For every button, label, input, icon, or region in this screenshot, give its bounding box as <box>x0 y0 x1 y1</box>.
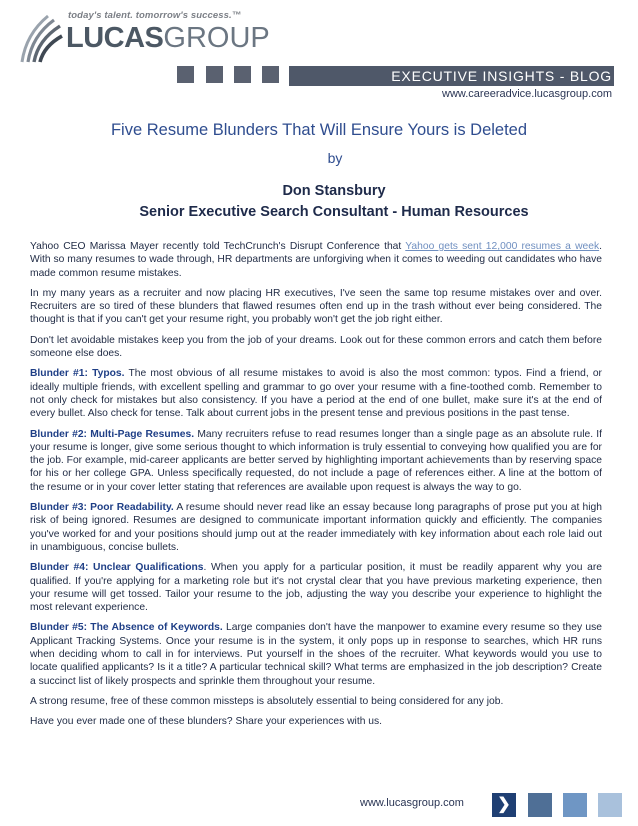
banner-square <box>262 66 279 83</box>
intro-text-end: . With so many resumes to wade through, HR departments are unforgiving when it comes to weeding out candidates who have made common resume mistakes. <box>30 241 602 279</box>
banner-square <box>234 66 251 83</box>
blunder-5 <box>30 621 602 687</box>
footer-square <box>598 793 622 817</box>
article-body <box>30 240 602 736</box>
blunder-text: A resume should never read like an essay because long paragraphs of prose put you at high risk of being ignored. Resumes are designed to communicate important information quickly and efficiently. The companies you've worked for and your positions should jump out at the reader immediately with key information about each role laid out in unambiguous, concise bullets. <box>30 502 602 553</box>
blunder-label: Blunder #1: Typos. <box>30 368 125 380</box>
blunder-label: Blunder #5: The Absence of Keywords. <box>30 622 223 634</box>
blunder-label: Blunder #3: Poor Readability. <box>30 502 174 514</box>
blunder-3 <box>30 501 602 554</box>
banner-square <box>177 66 194 83</box>
brand-name-lucas: LUCAS <box>66 22 164 54</box>
author-name: Don Stansbury <box>282 183 386 199</box>
author-role: Senior Executive Search Consultant - Human Resources <box>139 204 529 220</box>
footer-url[interactable]: www.lucasgroup.com <box>360 797 464 809</box>
paragraph-question: Have you ever made one of these blunders? Share your experiences with us. <box>30 716 383 728</box>
blunder-text: . When you apply for a particular position, it must be readily apparent why you are qualified. If you're applying for a marketing role but it's not crystal clear that you have previous marketing experience, then your resume will get tossed. Tailor your resume to the job, adjusting the way you describe your experience to highlight the most relevant experience. <box>30 562 602 614</box>
paragraph-experience: In my many years as a recruiter and now placing HR executives, I've seen the same top resume mistakes over and over. Recruiters are so tired of these blunders that flawed resumes often end up in the trash without ever being considered. The thought is that if you can't get your resume right, you probably won't get the job right either. <box>30 287 602 326</box>
footer-square <box>528 793 552 817</box>
article-title: Five Resume Blunders That Will Ensure Yours is Deleted <box>110 121 528 139</box>
yahoo-resumes-link[interactable]: Yahoo gets sent 12,000 resumes a week <box>405 241 600 252</box>
brand-tagline: today's talent. tomorrow's success.™ <box>68 10 242 21</box>
paragraph-closing: A strong resume, free of these common missteps is absolutely essential to being considered for any job. <box>30 695 504 707</box>
banner-title: EXECUTIVE INSIGHTS - BLOG <box>391 68 612 84</box>
intro-text: Yahoo CEO Marissa Mayer recently told TechCrunch's Disrupt Conference that <box>30 241 406 252</box>
blunder-1 <box>30 367 602 420</box>
blunder-text: Many recruiters refuse to read resumes longer than a single page as an absolute rule. If your resume is longer, give some serious thought to which information is truly essential to conveying how qualified you are for the job. For example, mid-career applicants are better served by highlighting important achievements than by reserving space for his or her college GPA. Unless specifically requested, do not include a page of references either. A line at the bottom of the resume or in your cover letter stating that references are available upon request is always the way to go. <box>30 428 602 493</box>
blog-url[interactable]: www.careeradvice.lucasgroup.com <box>442 88 612 100</box>
blunder-label: Blunder #4: Unclear Qualifications <box>30 562 204 574</box>
blunder-text: The most obvious of all resume mistakes to avoid is also the most common: typos. Find a friend, or ideally multiple friends, with excellent spelling and grammar to go over your resume with a fine-toothed comb. Remember to not only check for mistakes but also consistency. If you have a period at the end of one bullet, make sure it's at the end of every bullet. Also check for tense. Talk about current jobs in the present tense and previous positions in the past tense. <box>30 368 602 420</box>
paragraph-warning: Don't let avoidable mistakes keep you from the job of your dreams. Look out for these common errors and catch them before someone else does. <box>30 334 602 360</box>
chevron-right-icon[interactable]: ❯ <box>492 793 516 817</box>
footer-square <box>563 793 587 817</box>
blunder-2 <box>30 428 602 494</box>
blunder-text: Large companies don't have the manpower to examine every resume so they use Applicant Tracking Systems. Once your resume is in the system, it only pops up in response to searches, which HR runs when deciding whom to call in for interviews. Put yourself in the shoes of the recruiter. What keywords would you use to locate qualified applicants? Is it a title? A particular technical skill? What terms are emphasized in the job description? Create a succinct list of likely prospects and sprinkle them throughout your resume. <box>30 622 602 687</box>
brand-name-group: GROUP <box>163 22 270 54</box>
blunder-4 <box>30 561 602 614</box>
blunder-label: Blunder #2: Multi-Page Resumes. <box>30 428 195 440</box>
lucasgroup-logo-mark <box>18 14 64 64</box>
paragraph-intro <box>30 240 602 280</box>
brand-wordmark <box>66 22 270 55</box>
byline-by: by <box>327 150 343 166</box>
banner-square <box>206 66 223 83</box>
